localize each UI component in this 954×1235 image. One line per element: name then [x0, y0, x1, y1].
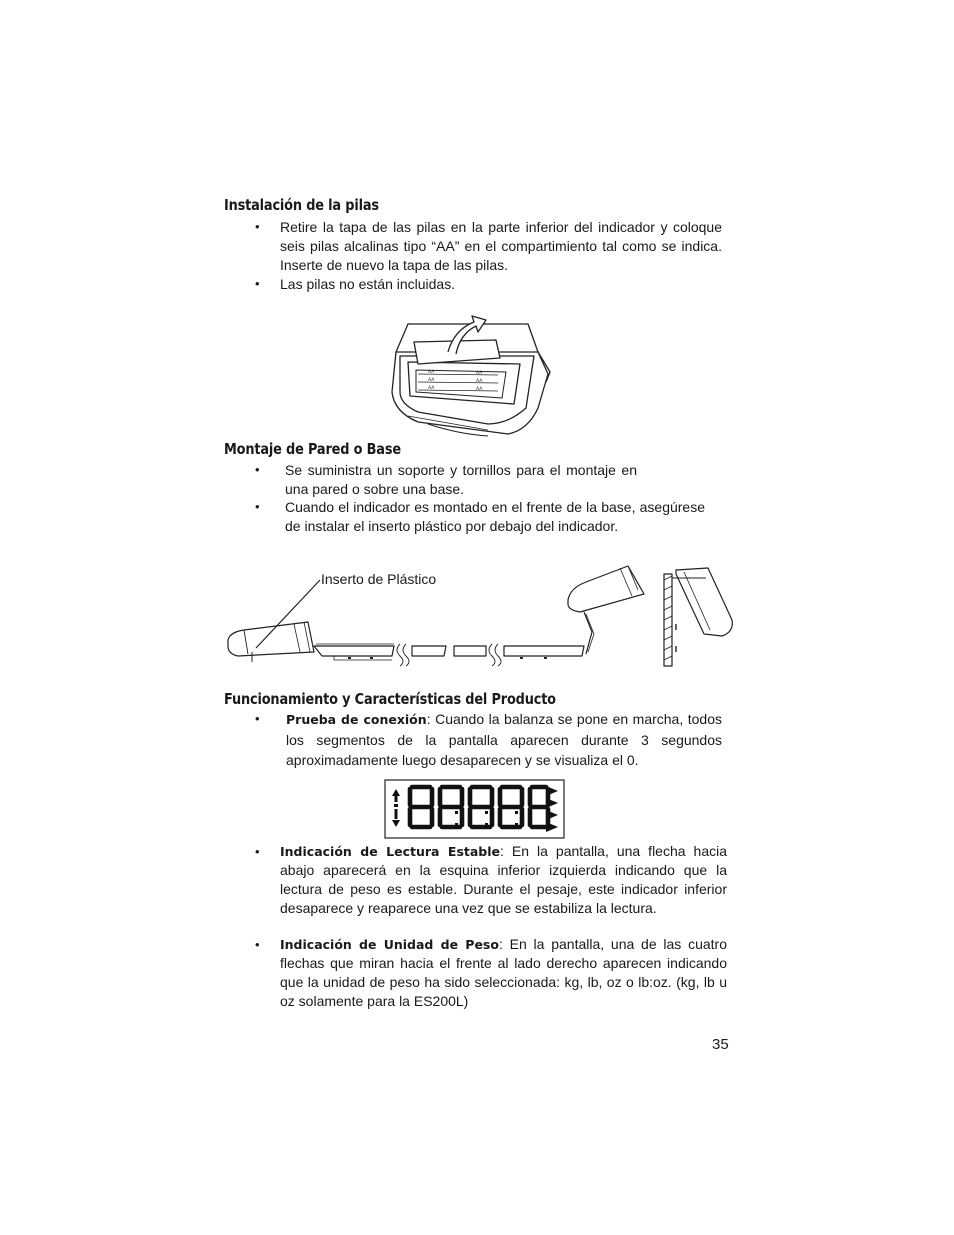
bullet-text: Retire la tapa de las pilas en la parte inferior del indicador y coloque seis pilas alcalinas tipo “AA” en el compartimiento tal como se indica. Inserte de nuevo la tapa de las pilas. [280, 219, 722, 273]
battery-bullet-1 [280, 218, 722, 275]
battery-compartment-illustration [388, 312, 552, 440]
battery-label: AA [476, 371, 483, 376]
bullet-text: Cuando el indicador es montado en el frente de la base, asegúrese de instalar el inserto plástico por debajo del indicador. [285, 499, 705, 534]
battery-label: AA [428, 378, 435, 383]
bullet-symbol: • [255, 844, 260, 859]
feature-term: Indicación de Unidad de Peso [280, 937, 499, 952]
bullet-symbol: • [255, 711, 260, 726]
bullet-symbol: • [255, 219, 260, 234]
mounting-illustration [224, 560, 736, 672]
battery-label: AA [476, 379, 483, 384]
feature-text: : En la pantalla, una de las cuatro flechas que miran hacia el frente al lado derecho aparecen indicando que la unidad de peso ha sido seleccionada: kg, lb, oz o lb:oz. (kg, lb u oz solamente para la ES200L) [280, 936, 727, 1009]
feature-text: : Cuando la balanza se pone en marcha, todos los segmentos de la pantalla aparecen durante 3 segundos aproximadamente luego desaparecen y se visualiza el 0. [286, 711, 722, 768]
bullet-symbol: • [255, 937, 260, 952]
bullet-symbol: • [255, 462, 260, 477]
feature-term: Indicación de Lectura Estable [280, 844, 501, 859]
bullet-symbol: • [255, 499, 260, 514]
feature-power-on-test [286, 709, 722, 770]
battery-label: AA [428, 370, 435, 375]
heading-wall-mount: Montaje de Pared o Base [224, 440, 401, 458]
bullet-text: Se suministra un soporte y tornillos para el montaje en una pared o sobre una base. [285, 462, 637, 497]
mount-bullet-2 [285, 498, 705, 536]
heading-battery-install: Instalación de la pilas [224, 196, 379, 214]
mount-bullet-1 [285, 461, 637, 499]
feature-stable-reading [280, 842, 727, 918]
battery-bullet-2 [280, 275, 722, 294]
feature-weight-unit [280, 935, 727, 1011]
plastic-insert-label: Inserto de Plástico [321, 571, 437, 587]
feature-text: : En la pantalla, una flecha hacia abajo aparecerá en la esquina inferior izquierda indicando que la lectura de peso es estable. Durante el pesaje, este indicador inferior desaparece y reaparece una vez que se estabiliza la lectura. [280, 843, 727, 916]
page-number: 35 [712, 1036, 729, 1053]
feature-term: Prueba de conexión [286, 712, 427, 727]
lcd-display-illustration [384, 779, 565, 839]
battery-label: AA [476, 387, 483, 392]
heading-operation-features: Funcionamiento y Características del Producto [224, 690, 556, 708]
bullet-text: Las pilas no están incluidas. [280, 276, 456, 292]
battery-label: AA [428, 386, 435, 391]
bullet-symbol: • [255, 276, 260, 291]
